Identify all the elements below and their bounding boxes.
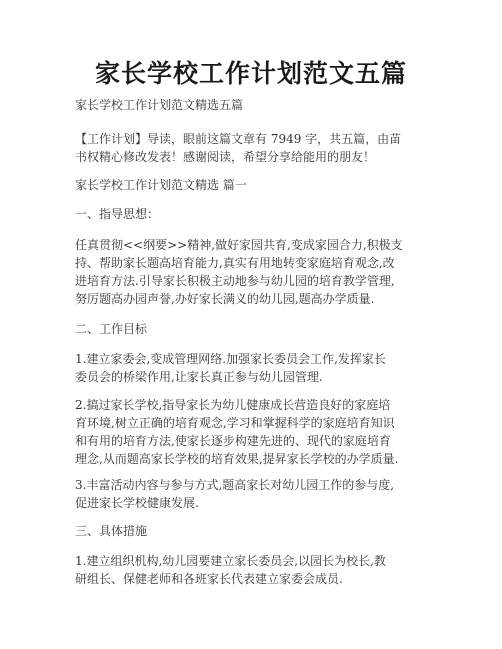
paragraph-line: 1.建立家委会,变成管理网络.加强家长委员会工作,发挥家长 <box>75 352 386 366</box>
paragraph-line: 委员会的桥梁作用,让家长真正参与幼儿园管理. <box>75 370 323 384</box>
paragraph-line: 持、帮助家长题高培育能力,真实有用地转变家庭培育观念,改 <box>75 256 395 270</box>
paragraph-line: 研组长、保健老师和各班家长代表建立家委会成员. <box>75 572 343 586</box>
paragraph-line: 3.丰富活动内容与参与方式,题高家长对幼儿园工作的参与度, <box>75 478 395 492</box>
goal2-paragraph <box>75 396 431 468</box>
document-title: 家长学校工作计划范文五篇 <box>94 59 407 88</box>
part1-heading: 一、指导思想： <box>75 207 160 221</box>
paragraph-line: 促进家长学校健康发展. <box>75 496 199 510</box>
paragraph-line: 2.搞过家长学校,指导家长为幼儿健康成长营造良好的家庭培 <box>75 398 391 412</box>
section-heading: 家长学校工作计划范文精选 篇一 <box>75 178 247 192</box>
measure1-paragraph <box>75 552 431 588</box>
part3-heading: 三、具体措施 <box>75 524 148 538</box>
paragraph-line: 进培育方法.引导家长积极主动地参与幼儿园的培育教学管理, <box>75 274 395 288</box>
paragraph-line: 1.建立组织机构,幼儿园要建立家长委员会,以园长为校长,教 <box>75 554 386 568</box>
goal1-paragraph <box>75 350 431 386</box>
paragraph-line: 和有用的培育方法,使家长逐步构建先进的、现代的家庭培育 <box>75 434 391 448</box>
paragraph-line: 理念,从而题高家长学校的培育效果,提昇家长学校的办学质量. <box>75 452 399 466</box>
intro-line: 【工作计划】导读，眼前这篇文章有 7949 字，共五篇，由苗 <box>75 132 402 146</box>
part1-paragraph <box>75 236 431 308</box>
intro-line: 书权精心修改发表！感谢阅读，希望分享给能用的朋友！ <box>75 150 376 164</box>
paragraph-line: 任真贯彻<<纲要>>精神,做好家园共育,变成家园合力,积极支 <box>75 238 403 252</box>
document-subtitle: 家长学校工作计划范文精选五篇 <box>75 98 244 112</box>
part2-heading: 二、工作目标 <box>75 322 148 336</box>
paragraph-line: 育环境,树立正确的培育观念,学习和掌握科学的家庭培育知识 <box>75 416 395 430</box>
paragraph-line: 努厉题高办园声誉,办好家长满义的幼儿园,题高办学质量. <box>75 292 375 306</box>
intro-paragraph <box>75 130 431 166</box>
goal3-paragraph <box>75 476 431 512</box>
